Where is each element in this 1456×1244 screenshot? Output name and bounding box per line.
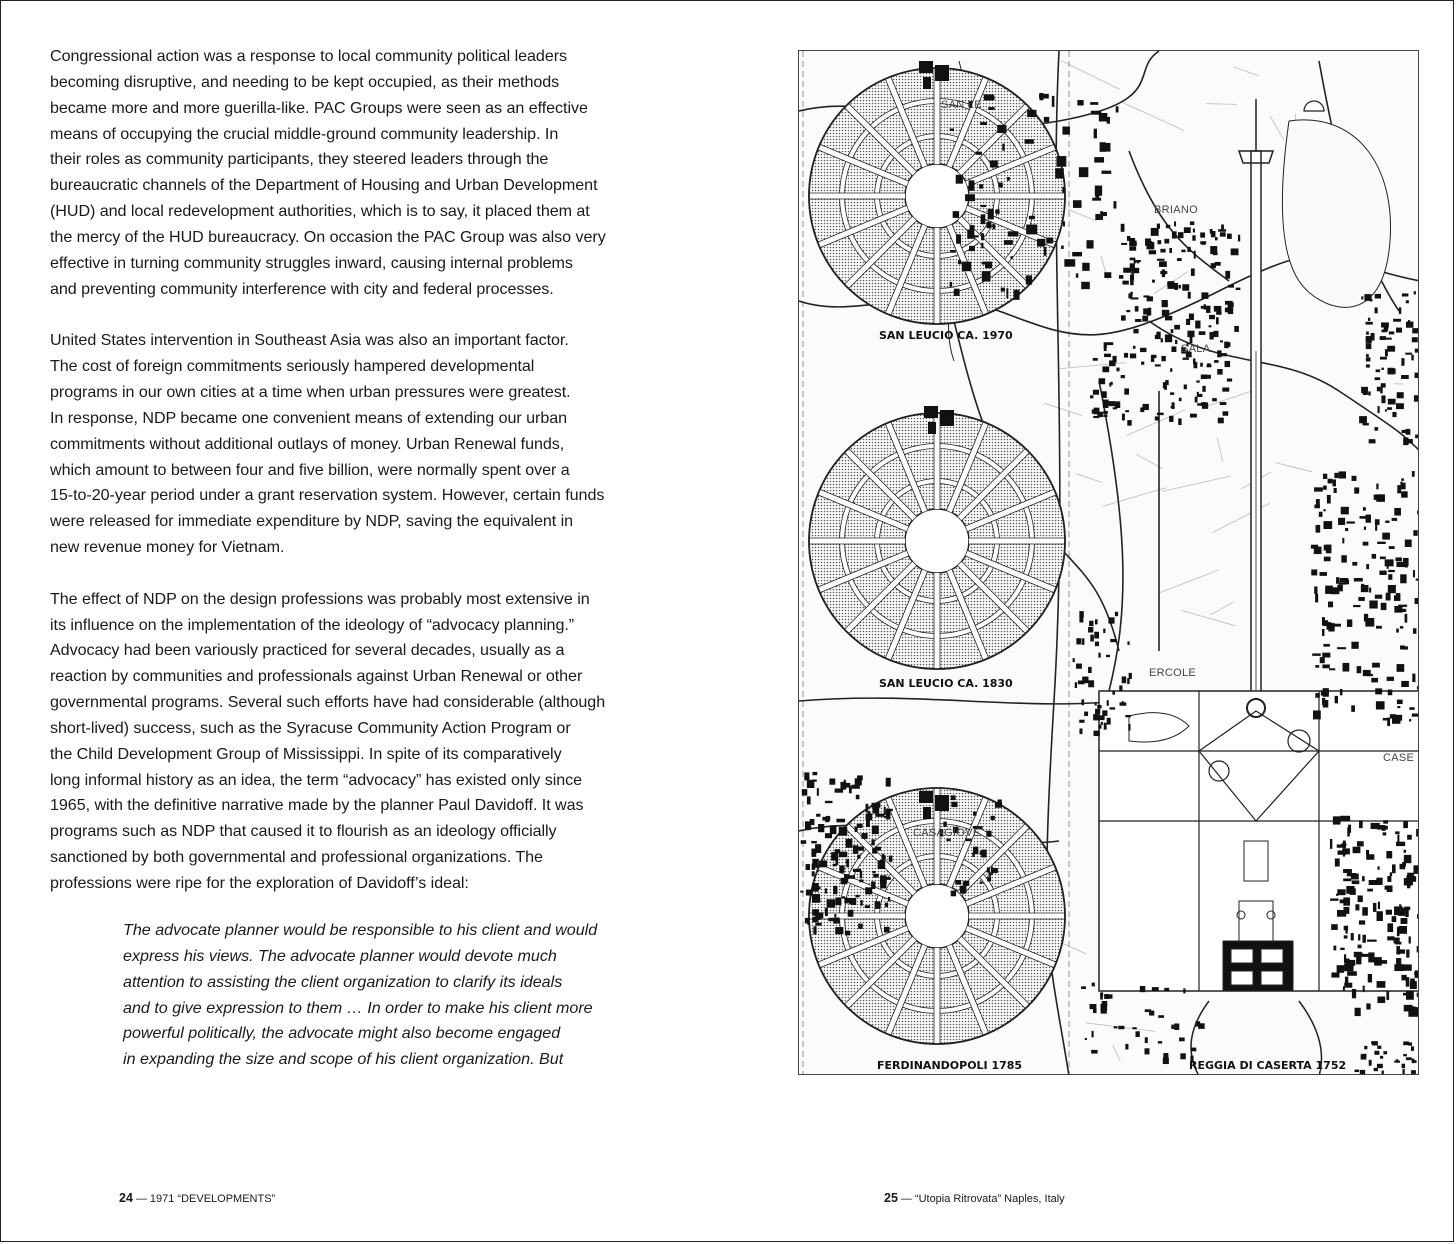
right-folio [884, 1191, 1065, 1205]
text-line: 1965, with the definitive narrative made by the planner Paul Davidoff. It was [50, 796, 584, 815]
text-line: new revenue money for Vietnam. [50, 538, 285, 557]
folio-dash: — [900, 1193, 912, 1205]
running-head: 1971 “DEVELOPMENTS” [149, 1193, 276, 1205]
label-reggia: REGGIA DI CASERTA 1752 [1189, 1059, 1347, 1072]
plan-map [798, 50, 1419, 1075]
text-line: which amount to between four and five billion, were normally spent over a [50, 460, 570, 479]
map-drawing [799, 51, 1419, 1075]
place-case: CASE [1383, 752, 1415, 764]
folio-dash: — [135, 1193, 147, 1205]
label-san-leucio-1830: SAN LEUCIO CA. 1830 [879, 677, 1013, 690]
label-san-leucio-1970: SAN LEUCIO CA. 1970 [879, 329, 1013, 342]
text-line: its influence on the implementation of the ideology of “advocacy planning.” [50, 615, 575, 634]
text-line: The cost of foreign commitments seriously hampered developmental [50, 357, 535, 376]
text-line: sanctioned by both governmental and professional organizations. The [50, 848, 543, 867]
text-line: Congressional action was a response to local community political leaders [50, 47, 568, 65]
quote-line: attention to assisting the client organization to clarify its ideals [123, 972, 563, 991]
text-line: the Child Development Group of Mississippi. In spite of its comparatively [50, 744, 562, 763]
paragraph [50, 44, 656, 302]
left-page [1, 1, 729, 1241]
paragraph [50, 587, 656, 897]
text-line: means of occupying the crucial middle-ground community leadership. In [50, 124, 559, 143]
quote-line: express his views. The advocate planner would devote much [123, 946, 557, 965]
text-line: In response, NDP became one convenient means of extending our urban [50, 408, 568, 427]
left-folio [119, 1191, 275, 1205]
right-page [729, 1, 1455, 1241]
place-casagiove: CASAGIOVE [913, 827, 981, 839]
place-ercole: ERCOLE [1149, 667, 1197, 679]
text-line: Advocacy had been variously practiced for several decades, usually as a [50, 641, 565, 660]
text-line: their roles as community participants, they steered leaders through the [50, 150, 549, 169]
block-quote [123, 918, 663, 1073]
text-line: were released for immediate expenditure by NDP, saving the equivalent in [50, 512, 574, 531]
text-line: commitments without additional outlays of money. Urban Renewal funds, [50, 434, 565, 453]
text-line: United States intervention in Southeast Asia was also an important factor. [50, 331, 569, 350]
page-number: 24 [119, 1191, 133, 1205]
text-line: programs in our own cities at a time when urban pressures were greatest. [50, 382, 571, 401]
quote-line: in expanding the size and scope of his client organization. But [123, 1050, 564, 1069]
text-line: the mercy of the HUD bureaucracy. On occasion the PAC Group was also very [50, 227, 606, 246]
text-line: long informal history as an idea, the term “advocacy” has existed only since [50, 770, 583, 789]
text-line: professions were ripe for the exploration of Davidoff’s ideal: [50, 874, 469, 892]
text-line: bureaucratic channels of the Department of Housing and Urban Development [50, 176, 598, 195]
text-line: The effect of NDP on the design professions was probably most extensive in [50, 589, 590, 608]
label-ferdinandopoli: FERDINANDOPOLI 1785 [877, 1059, 1023, 1072]
place-sala: SALA [1181, 343, 1211, 355]
page-number: 25 [884, 1191, 898, 1205]
running-head: “Utopia Ritrovata” Naples, Italy [914, 1193, 1065, 1205]
quote-line: The advocate planner would be responsible to his client and would [123, 921, 598, 939]
paragraph [50, 328, 656, 561]
text-line: became more and more guerilla-like. PAC Groups were seen as an effective [50, 98, 588, 117]
text-line: and preventing community interference with city and federal processes. [50, 279, 554, 298]
quote-line: and to give expression to them … In order to make his client more [123, 998, 593, 1017]
quote-line: powerful politically, the advocate might also become engaged [123, 1024, 561, 1043]
text-line: reaction by communities and professionals against Urban Renewal or other [50, 667, 583, 686]
text-line: governmental programs. Several such efforts have had considerable (although [50, 693, 606, 712]
text-line: 15-to-20-year period under a grant reservation system. However, certain funds [50, 486, 605, 505]
text-line: becoming disruptive, and needing to be kept occupied, as their methods [50, 72, 560, 91]
text-line: effective in turning community struggles inward, causing internal problems [50, 253, 573, 272]
body-text [50, 44, 656, 923]
text-line: (HUD) and local redevelopment authorities, which is to say, it placed them at [50, 202, 590, 221]
place-briano: BRIANO [1154, 204, 1198, 216]
text-line: short-lived) success, such as the Syracuse Community Action Program or [50, 718, 571, 737]
place-san-le: SAN LE [941, 99, 982, 111]
text-line: programs such as NDP that caused it to flourish as an ideology officially [50, 822, 557, 841]
